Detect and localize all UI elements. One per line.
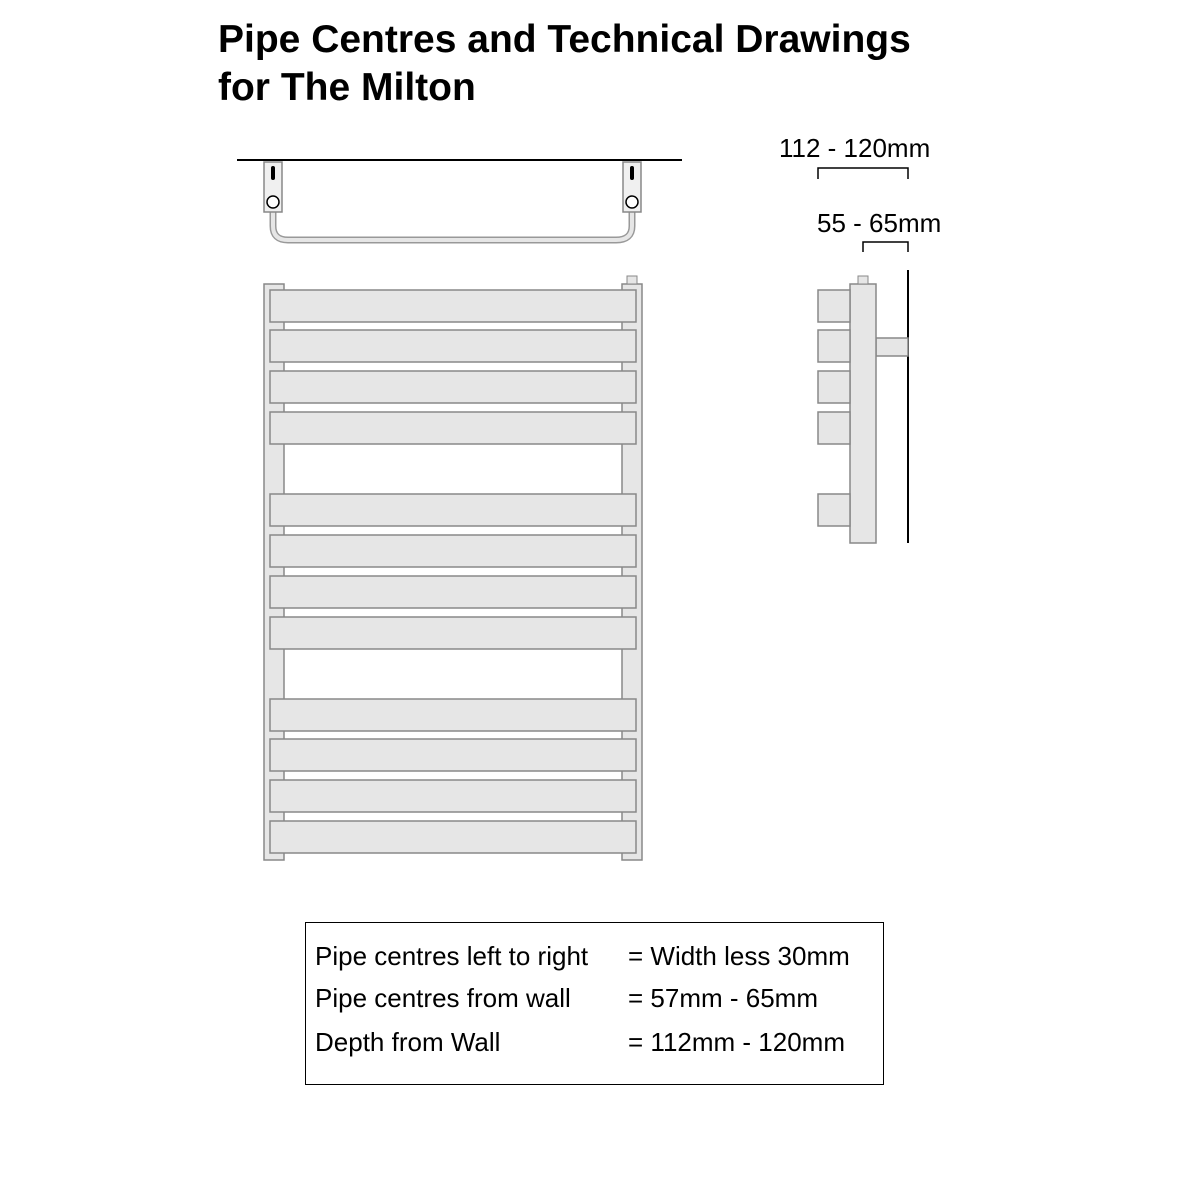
title-line-2: for The Milton — [218, 66, 476, 109]
towel-bar — [270, 494, 636, 526]
specifications-box — [305, 922, 884, 1085]
front-view — [264, 276, 642, 860]
side-view — [818, 168, 908, 543]
top-view-rail — [273, 212, 632, 240]
left-valve — [264, 162, 282, 212]
spec-value: = 112mm - 120mm — [628, 1027, 845, 1057]
title-line-1: Pipe Centres and Technical Drawings — [218, 18, 911, 61]
towel-bar — [270, 371, 636, 403]
side-bar — [818, 330, 850, 362]
towel-bar — [270, 780, 636, 812]
spec-value: = Width less 30mm — [628, 941, 850, 971]
bleed-valve — [627, 276, 637, 284]
pipe-centre-dimension-label: 55 - 65mm — [817, 208, 942, 238]
depth-dimension-label: 112 - 120mm — [779, 133, 931, 163]
spec-value: = 57mm - 65mm — [628, 983, 818, 1013]
towel-bar — [270, 290, 636, 322]
side-bar — [818, 494, 850, 526]
towel-bar — [270, 535, 636, 567]
spec-label: Pipe centres from wall — [315, 983, 571, 1013]
spec-row-pipe-centres-wall — [315, 983, 818, 1013]
towel-bar — [270, 821, 636, 853]
towel-bar — [270, 739, 636, 771]
depth-dimension-bracket — [818, 168, 908, 179]
spec-row-pipe-centres-lr — [315, 941, 850, 971]
towel-bar — [270, 576, 636, 608]
top-view — [237, 160, 682, 240]
towel-bar — [270, 699, 636, 731]
towel-bar — [270, 412, 636, 444]
spec-label: Depth from Wall — [315, 1027, 501, 1057]
towel-bar — [270, 617, 636, 649]
pipe-centre-dimension-bracket — [863, 242, 908, 252]
spec-label: Pipe centres left to right — [315, 941, 589, 971]
side-upright — [850, 284, 876, 543]
right-valve — [623, 162, 641, 212]
spec-row-depth — [315, 1027, 845, 1057]
side-bar — [818, 371, 850, 403]
towel-bar — [270, 330, 636, 362]
wall-bracket — [876, 338, 908, 356]
side-bleed-valve — [858, 276, 868, 284]
side-bar — [818, 290, 850, 322]
side-bar — [818, 412, 850, 444]
